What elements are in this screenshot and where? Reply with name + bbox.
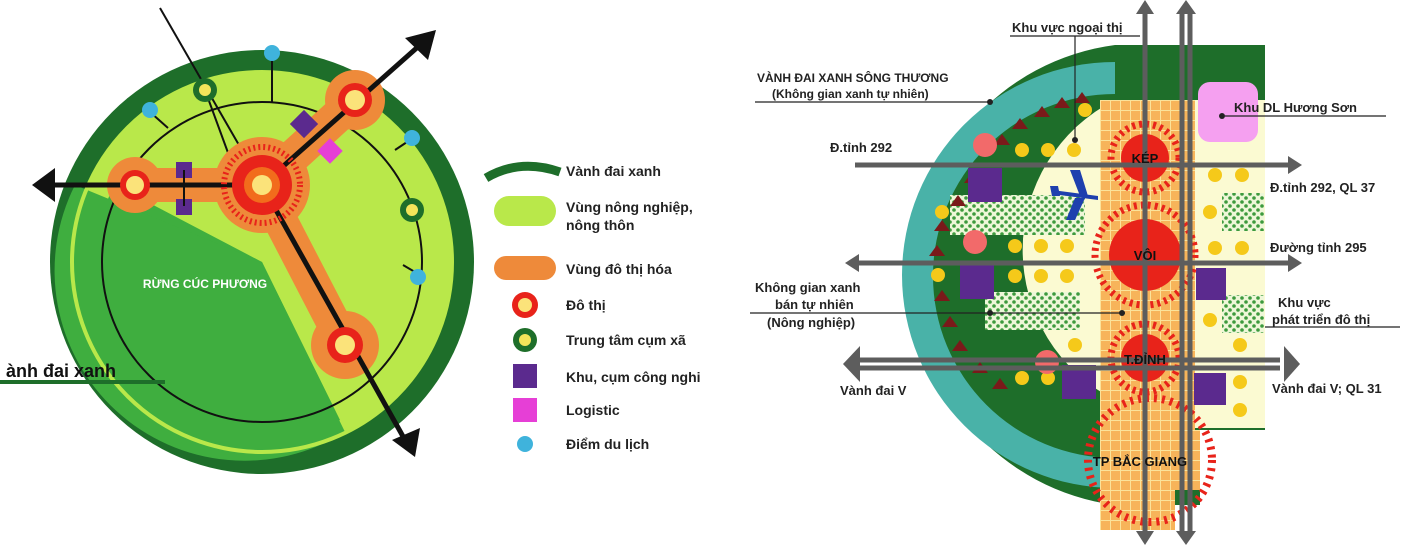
road-292-left-label: Đ.tỉnh 292	[830, 140, 893, 155]
greenbelt-title: VÀNH ĐAI XANH SÔNG THƯƠNG	[757, 71, 949, 85]
semi-green-label-3: (Nông nghiệp)	[767, 315, 856, 330]
urban-dev-label-1: Khu vực	[1278, 295, 1331, 310]
legend-label: Điểm du lịch	[566, 436, 650, 452]
greenbelt-label-left: ành đai xanh	[6, 361, 117, 381]
outer-zone-label: Khu vực ngoại thị	[1012, 20, 1123, 35]
legend-label: Logistic	[566, 402, 620, 418]
legend-label: Vùng nông nghiệp,	[566, 199, 693, 215]
logistic-legend-icon	[513, 398, 537, 422]
city-label-bacgiang: TP BẮC GIANG	[1092, 454, 1188, 469]
legend-label: Vành đai xanh	[566, 163, 661, 179]
urban-dev-label-2: phát triển đô thị	[1272, 312, 1371, 327]
city-label-kep: KÉP	[1131, 151, 1159, 166]
agri-legend-icon	[494, 196, 556, 226]
ring-road-right-label: Vành đai V; QL 31	[1272, 381, 1382, 396]
legend-label: Trung tâm cụm xã	[566, 332, 686, 348]
green-belt-legend-icon	[486, 166, 560, 178]
semi-green-label-2: bán tự nhiên	[775, 297, 854, 312]
forest-label: RỪNG CÚC PHƯƠNG	[142, 277, 268, 291]
legend	[486, 163, 701, 452]
ring-road-left-label: Vành đai V	[840, 383, 907, 398]
legend-label: Đô thị	[566, 297, 606, 313]
city-label-voi: VÔI	[1133, 248, 1157, 263]
road-292-right-label: Đ.tỉnh 292, QL 37	[1270, 180, 1376, 195]
tourism-area-label: Khu DL Hương Sơn	[1234, 100, 1357, 115]
city-label-tdinh: T.ĐỈNH	[1124, 352, 1166, 367]
road-295-label: Đường tỉnh 295	[1270, 240, 1367, 255]
urban-legend-icon	[494, 256, 556, 280]
legend-label: Khu, cụm công nghi	[566, 369, 701, 385]
left-concept-diagram	[0, 8, 474, 474]
semi-green-label-1: Không gian xanh	[755, 280, 861, 295]
right-master-plan-diagram	[750, 0, 1400, 545]
greenbelt-subtitle: (Không gian xanh tự nhiên)	[772, 87, 929, 101]
industrial-legend-icon	[513, 364, 537, 388]
legend-label: Vùng đô thị hóa	[566, 261, 672, 277]
legend-label: nông thôn	[566, 217, 635, 233]
urban-grid-lower	[1100, 430, 1175, 530]
tourism-legend-icon	[517, 436, 533, 452]
